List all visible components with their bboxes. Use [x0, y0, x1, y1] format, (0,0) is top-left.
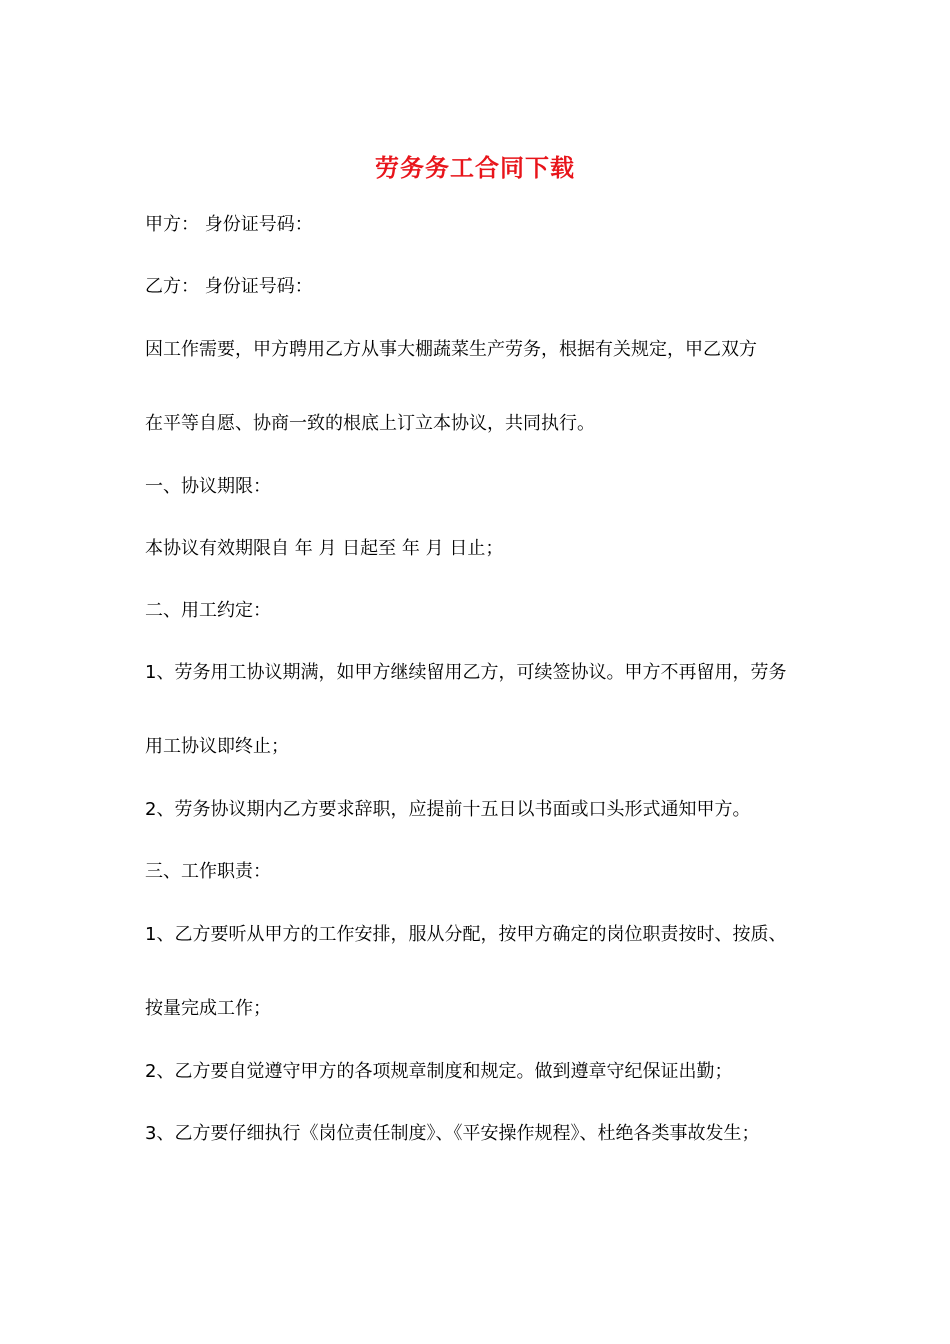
section-3-heading: 三、工作职责：	[145, 861, 271, 882]
section-3-item-2: 2、乙方要自觉遵守甲方的各项规章制度和规定。做到遵章守纪保证出勤；	[145, 1061, 733, 1082]
section-2-item-1-line-2: 用工协议即终止；	[145, 736, 289, 757]
section-2-heading: 二、用工约定：	[145, 600, 271, 621]
section-1-heading: 一、协议期限：	[145, 476, 271, 497]
party-b-line: 乙方： 身份证号码：	[145, 276, 313, 297]
party-a-line: 甲方： 身份证号码：	[145, 214, 313, 235]
document-title: 劳务务工合同下载	[375, 154, 575, 182]
section-3-item-3: 3、乙方要仔细执行《岗位责任制度》、《平安操作规程》、杜绝各类事故发生；	[145, 1123, 760, 1144]
section-2-item-2: 2、劳务协议期内乙方要求辞职，应提前十五日以书面或口头形式通知甲方。	[145, 799, 751, 820]
intro-paragraph-line-2: 在平等自愿、协商一致的根底上订立本协议，共同执行。	[145, 413, 595, 434]
section-1-term-line: 本协议有效期限自 年 月 日起至 年 月 日止；	[145, 538, 504, 559]
intro-paragraph-line-1: 因工作需要，甲方聘用乙方从事大棚蔬菜生产劳务，根据有关规定，甲乙双方	[145, 339, 757, 360]
section-2-item-1-line-1: 1、劳务用工协议期满，如甲方继续留用乙方，可续签协议。甲方不再留用，劳务	[145, 662, 787, 683]
section-3-item-1-line-2: 按量完成工作；	[145, 998, 271, 1019]
section-3-item-1-line-1: 1、乙方要听从甲方的工作安排，服从分配，按甲方确定的岗位职责按时、按质、	[145, 924, 787, 945]
